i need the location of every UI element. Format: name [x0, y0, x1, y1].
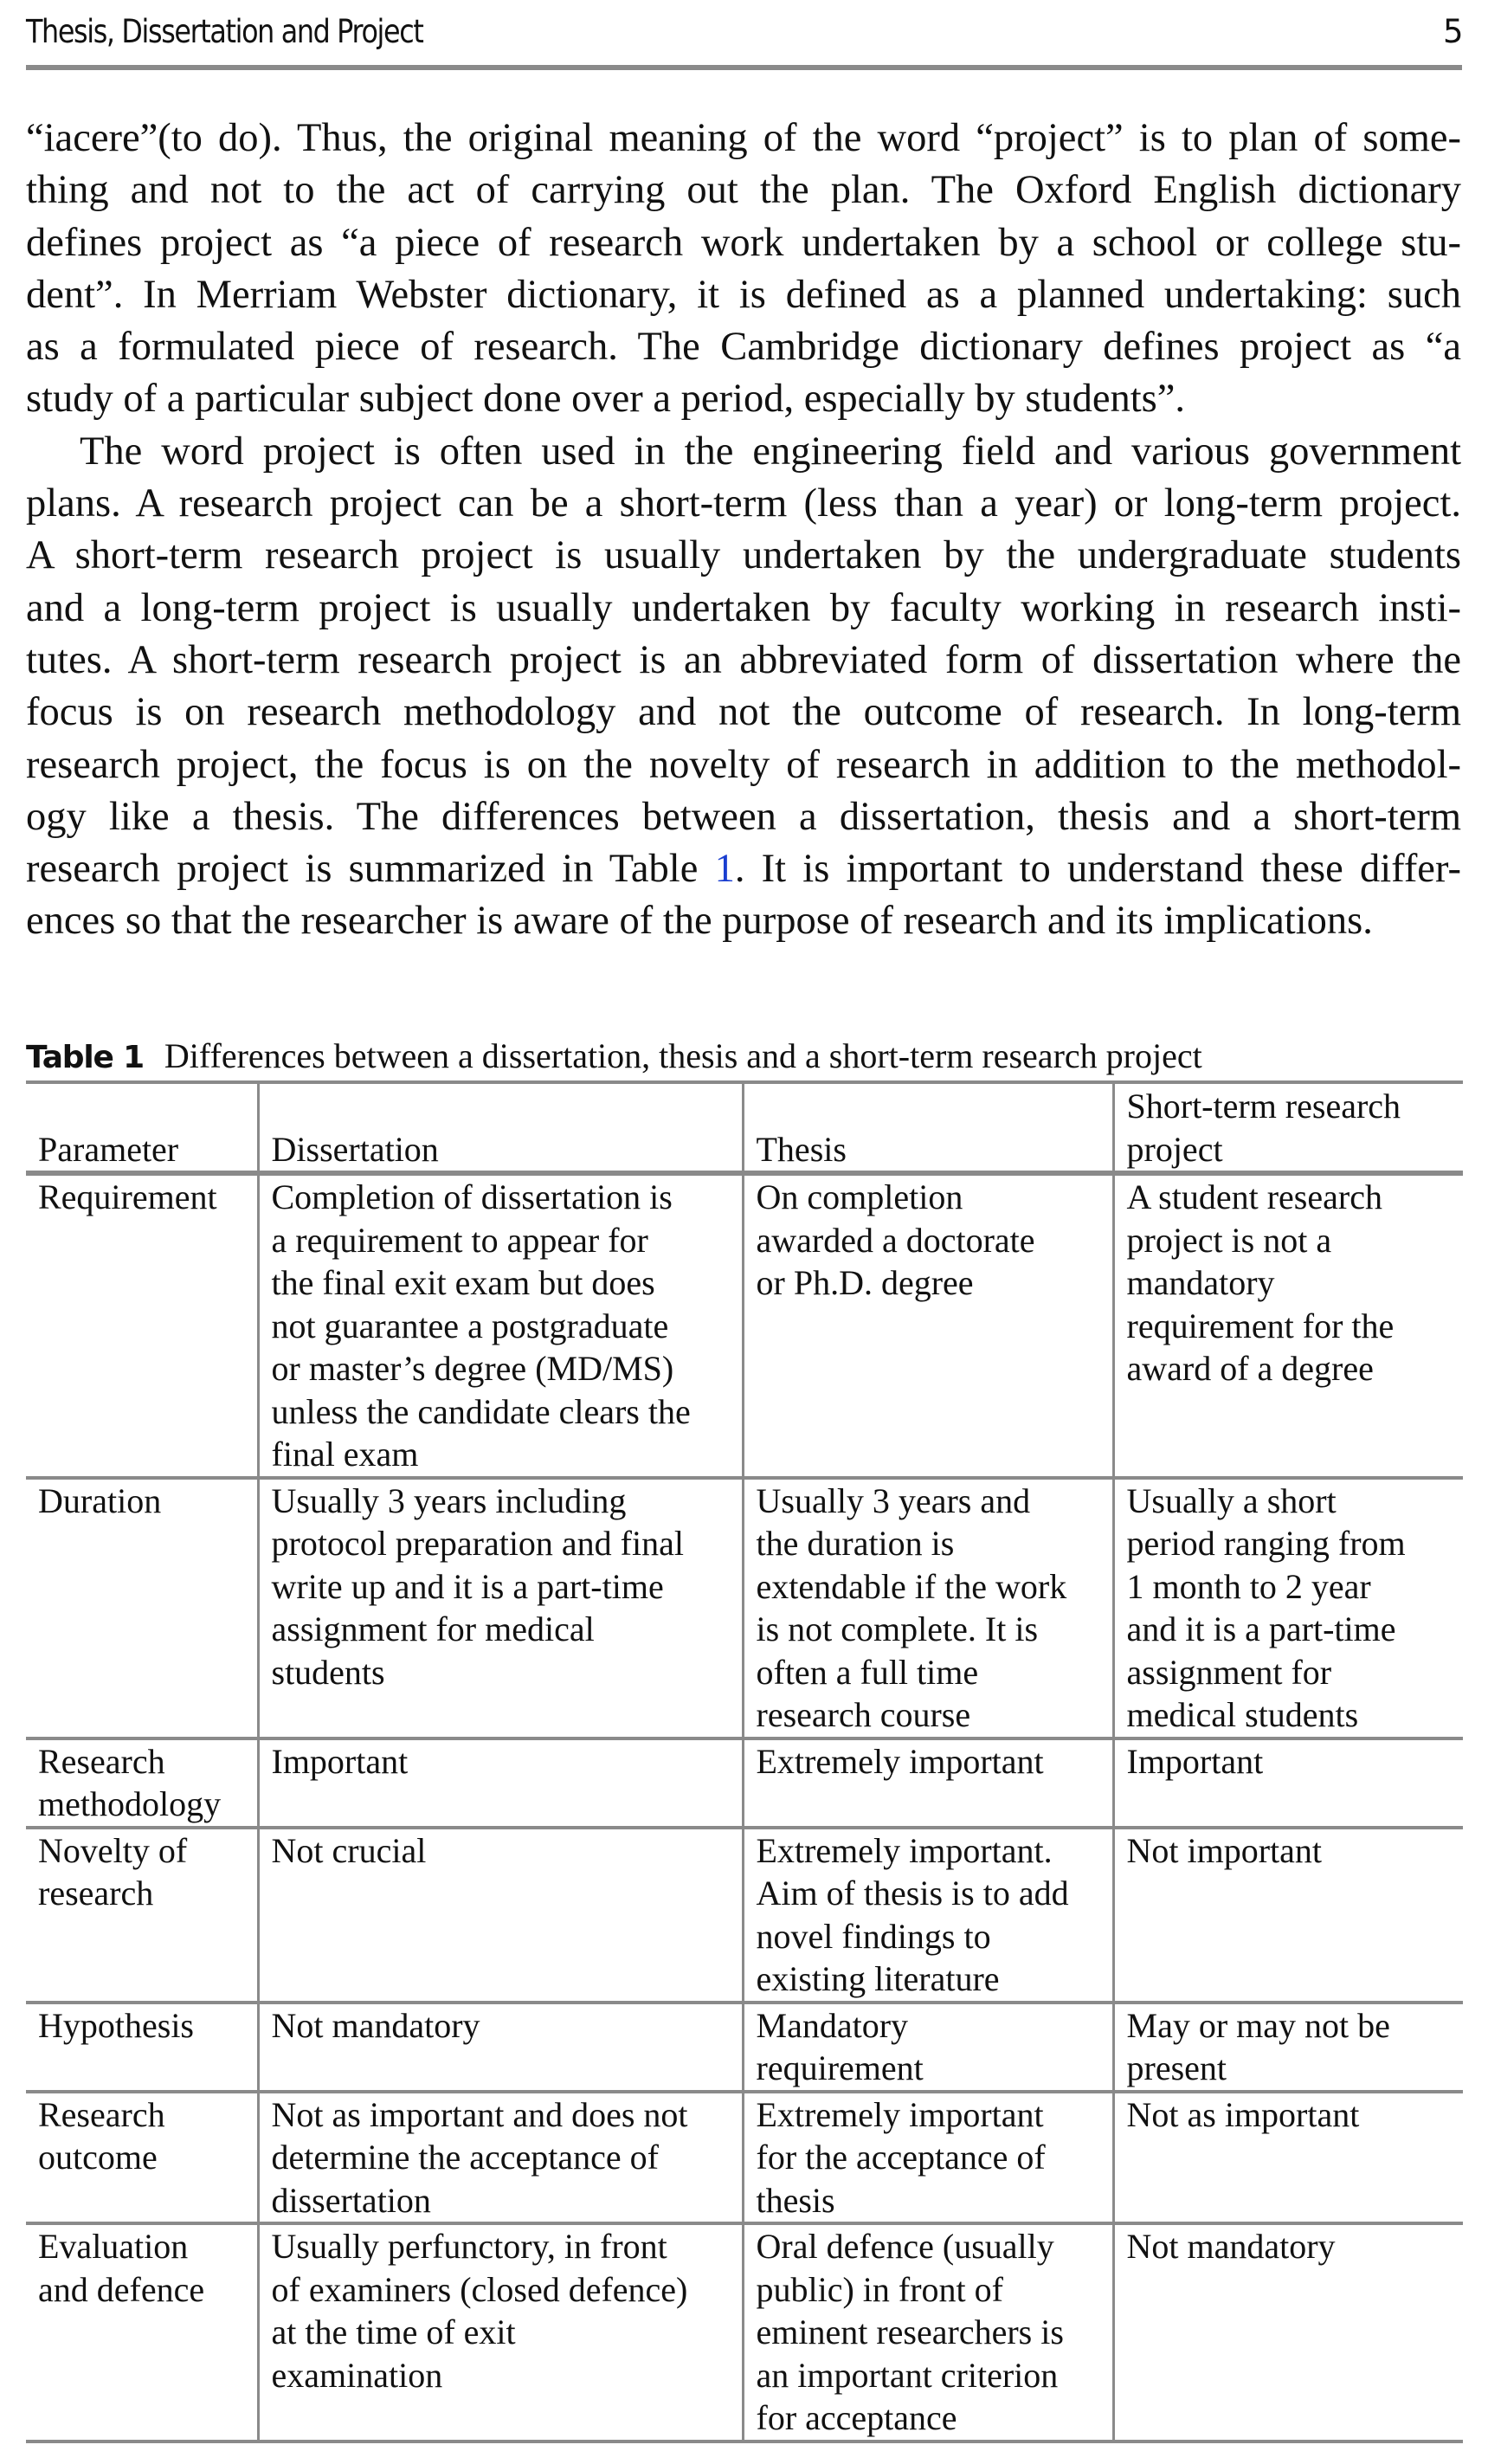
cell-text-line: outcome — [38, 2138, 158, 2177]
table-row — [26, 1478, 1463, 1738]
text-line: The word project is often used in the engineering field and various government — [80, 429, 1461, 474]
cell-text-line: existing literature — [756, 1959, 1000, 1998]
text-line-with-link — [26, 843, 1461, 895]
cell-text-line: Evaluation — [38, 2227, 189, 2266]
table-caption-label: Table 1 — [26, 1040, 144, 1075]
comparison-table-container — [26, 1080, 1463, 2443]
table-header-row — [26, 1082, 1463, 1173]
cell-thesis — [743, 1173, 1113, 1478]
cell-text-line: a requirement to appear for — [271, 1220, 648, 1260]
header-short-term-project — [1113, 1082, 1463, 1173]
cell-text-line: or Ph.D. degree — [756, 1263, 974, 1302]
cell-dissertation — [258, 2223, 743, 2441]
cell-text-line: Short-term research — [1126, 1087, 1401, 1126]
cell-parameter — [26, 1173, 258, 1478]
cell-text-line: Research — [38, 2094, 165, 2134]
cell-text-line: Extremely important. — [756, 1830, 1053, 1870]
table-caption — [26, 1035, 1202, 1076]
cell-text-line: novel findings to — [756, 1916, 991, 1956]
cell-text-line: is not complete. It is — [756, 1609, 1039, 1648]
page-number: 5 — [1443, 12, 1462, 50]
cell-text-line: thesis — [756, 2180, 835, 2220]
text-line: ogy like a thesis. The differences between a dissertation, thesis and a short-term — [26, 794, 1461, 839]
cell-parameter — [26, 1478, 258, 1738]
text-line: plans. A research project can be a short-term (less than a year) or long-term project. — [26, 481, 1461, 526]
cell-text-line: Not mandatory — [1126, 2227, 1336, 2266]
cell-text-line: Research — [38, 1741, 165, 1781]
table-row — [26, 2092, 1463, 2224]
cell-thesis — [743, 2003, 1113, 2092]
cell-dissertation — [258, 1478, 743, 1738]
cell-text-line: research course — [756, 1695, 971, 1734]
cell-text-line: for the acceptance of — [756, 2138, 1046, 2177]
cell-text-line: examination — [271, 2355, 443, 2395]
cell-text-line: Duration — [38, 1480, 162, 1520]
cell-text-line: extendable if the work — [756, 1566, 1067, 1606]
cell-text-line: not guarantee a postgraduate — [271, 1306, 669, 1345]
cell-dissertation — [258, 1828, 743, 2003]
cell-text-line: Oral defence (usually — [756, 2227, 1054, 2266]
cell-text-line: and it is a part-time — [1126, 1609, 1396, 1648]
cell-thesis — [743, 1828, 1113, 2003]
cell-text-line: Usually 3 years including — [271, 1480, 627, 1520]
cell-text-line: at the time of exit — [271, 2312, 516, 2351]
cell-text-line: unless the candidate clears the — [271, 1391, 691, 1431]
cell-text-line: assignment for medical — [271, 1609, 595, 1648]
text-line: defines project as “a piece of research work undertaken by a school or college stu- — [26, 220, 1461, 265]
cell-thesis — [743, 2092, 1113, 2224]
cell-text-line: project is not a — [1126, 1220, 1332, 1260]
text-line: and a long-term project is usually undertaken by faculty working in research insti- — [26, 585, 1461, 630]
cell-text-line: Not mandatory — [271, 2005, 480, 2045]
text-line: dent”. In Merriam Webster dictionary, it is defined as a planned undertaking: such — [26, 272, 1461, 317]
cell-dissertation — [258, 2092, 743, 2224]
cell-short-term-project — [1113, 1828, 1463, 2003]
cell-text-line: Hypothesis — [38, 2005, 194, 2045]
cell-text-line: 1 month to 2 year — [1126, 1566, 1371, 1606]
cell-text-line: requirement for the — [1126, 1306, 1395, 1345]
cell-text-line: Requirement — [38, 1177, 217, 1216]
text-line: research project, the focus is on the novelty of research in addition to the methodol- — [26, 742, 1461, 787]
table-row — [26, 1738, 1463, 1828]
paragraph-2 — [26, 426, 1461, 948]
cell-short-term-project — [1113, 2223, 1463, 2441]
cell-text-line: present — [1126, 2048, 1227, 2087]
text-line: study of a particular subject done over a period, especially by students”. — [26, 377, 1186, 422]
cell-text-line: period ranging from — [1126, 1524, 1406, 1563]
cell-text-line: often a full time — [756, 1652, 979, 1692]
cell-text-line: Not as important and does not — [271, 2094, 688, 2134]
cell-text-line: the duration is — [756, 1524, 955, 1563]
cell-text-line: protocol preparation and final — [271, 1524, 684, 1563]
cell-text-line: Not crucial — [271, 1830, 427, 1870]
text-before-link: research project is summarized in Table — [26, 847, 715, 892]
cell-text-line: Aim of thesis is to add — [756, 1874, 1069, 1913]
cell-text-line: write up and it is a part-time — [271, 1566, 664, 1606]
cell-text-line: Usually a short — [1126, 1480, 1337, 1520]
cell-text-line: medical students — [1126, 1695, 1359, 1734]
cell-text-line: methodology — [38, 1784, 222, 1823]
cell-parameter — [26, 2003, 258, 2092]
text-line: focus is on research methodology and not the outcome of research. In long-term — [26, 690, 1461, 735]
cell-text-line: final exam — [271, 1435, 419, 1474]
cell-text-line: Completion of dissertation is — [271, 1177, 673, 1216]
cell-text-line: dissertation — [271, 2180, 431, 2220]
text-after-link: . It is important to understand these differ- — [734, 847, 1461, 892]
cell-text-line: assignment for — [1126, 1652, 1332, 1692]
paragraph-1 — [26, 113, 1461, 426]
cell-parameter — [26, 1828, 258, 2003]
cell-parameter — [26, 2223, 258, 2441]
cell-short-term-project — [1113, 1173, 1463, 1478]
cell-text-line: Extremely important — [756, 1741, 1044, 1781]
cell-text-line: Extremely important — [756, 2094, 1044, 2134]
cell-dissertation — [258, 1173, 743, 1478]
cell-text-line: and defence — [38, 2269, 205, 2309]
cell-text-line: of examiners (closed defence) — [271, 2269, 688, 2309]
text-line: as a formulated piece of research. The Cambridge dictionary defines project as “a — [26, 325, 1461, 370]
cell-text-line: determine the acceptance of — [271, 2138, 659, 2177]
cell-text-line: the final exit exam but does — [271, 1263, 655, 1302]
cell-text-line: eminent researchers is — [756, 2312, 1064, 2351]
cell-text-line: A student research — [1126, 1177, 1382, 1216]
cell-dissertation — [258, 1738, 743, 1828]
cell-text-line: award of a degree — [1126, 1349, 1374, 1388]
table-row — [26, 2003, 1463, 2092]
cell-text-line: Novelty of — [38, 1830, 188, 1870]
header-thesis — [743, 1082, 1113, 1173]
cell-text-line: Not as important — [1126, 2094, 1360, 2134]
cell-text-line: Usually perfunctory, in front — [271, 2227, 667, 2266]
cell-short-term-project — [1113, 2092, 1463, 2224]
cell-text-line: May or may not be — [1126, 2005, 1390, 2045]
cell-text-line: Parameter — [38, 1129, 179, 1169]
cell-text-line: public) in front of — [756, 2269, 1003, 2309]
cell-text-line: Not important — [1126, 1830, 1323, 1870]
cell-thesis — [743, 2223, 1113, 2441]
cell-parameter — [26, 1738, 258, 1828]
cell-short-term-project — [1113, 1478, 1463, 1738]
cell-text-line: Important — [1126, 1741, 1264, 1781]
cell-dissertation — [258, 2003, 743, 2092]
header-parameter — [26, 1082, 258, 1173]
running-head — [26, 5, 1462, 57]
cell-text-line: Dissertation — [271, 1129, 439, 1169]
cell-text-line: mandatory — [1126, 1263, 1275, 1302]
cell-text-line: Important — [271, 1741, 409, 1781]
cell-short-term-project — [1113, 1738, 1463, 1828]
cell-text-line: an important criterion — [756, 2355, 1059, 2395]
cell-text-line: Mandatory — [756, 2005, 909, 2045]
cell-parameter — [26, 2092, 258, 2224]
cell-text-line: awarded a doctorate — [756, 1220, 1035, 1260]
cell-text-line: Usually 3 years and — [756, 1480, 1031, 1520]
table-row — [26, 2223, 1463, 2441]
cell-text-line: research — [38, 1874, 154, 1913]
cell-text-line: for acceptance — [756, 2398, 957, 2437]
cell-thesis — [743, 1478, 1113, 1738]
cell-thesis — [743, 1738, 1113, 1828]
running-head-title: Thesis, Dissertation and Project — [26, 12, 423, 50]
table-body — [26, 1173, 1463, 2441]
cell-text-line: students — [271, 1652, 385, 1692]
text-line: A short-term research project is usually undertaken by the undergraduate students — [26, 533, 1461, 578]
text-line: ences so that the researcher is aware of the purpose of research and its implications. — [26, 899, 1373, 944]
text-line: tutes. A short-term research project is an abbreviated form of dissertation where the — [26, 637, 1461, 682]
cell-text-line: On completion — [756, 1177, 963, 1216]
header-dissertation — [258, 1082, 743, 1173]
cell-text-line: or master’s degree (MD/MS) — [271, 1349, 674, 1388]
table-row — [26, 1173, 1463, 1478]
table-row — [26, 1828, 1463, 2003]
cell-text-line: requirement — [756, 2048, 924, 2087]
comparison-table — [26, 1080, 1463, 2443]
cell-short-term-project — [1113, 2003, 1463, 2092]
body-text — [26, 113, 1461, 948]
cell-text-line: project — [1126, 1129, 1223, 1169]
header-rule — [26, 65, 1462, 70]
cell-text-line: Thesis — [756, 1129, 847, 1169]
table-1-reference-link[interactable]: 1 — [714, 847, 735, 892]
text-line: “iacere”(to do). Thus, the original meaning of the word “project” is to plan of some- — [26, 116, 1461, 160]
text-line: thing and not to the act of carrying out the plan. The Oxford English dictionary — [26, 168, 1461, 213]
table-caption-text: Differences between a dissertation, thesis and a short-term research project — [164, 1036, 1202, 1075]
